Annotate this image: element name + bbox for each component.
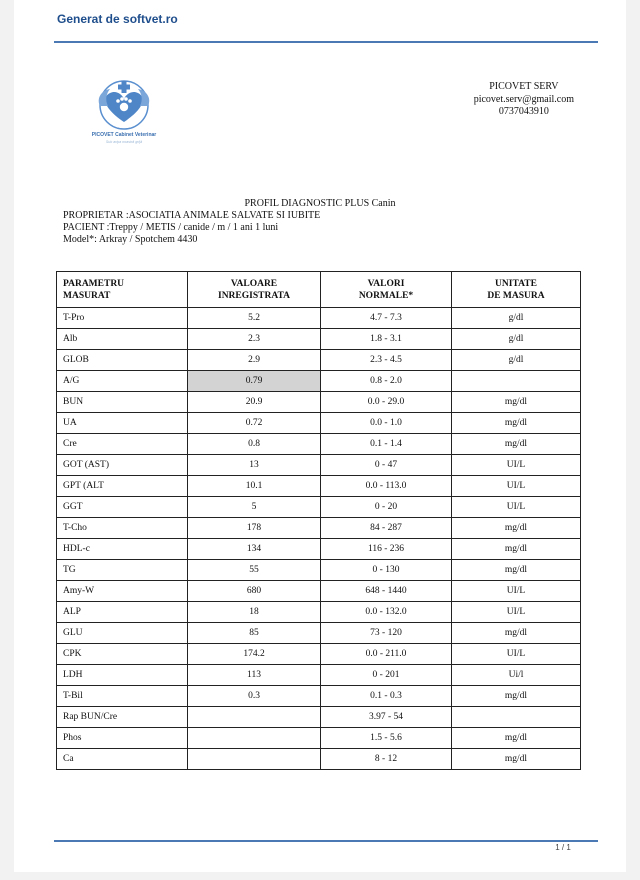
header-parameter: PARAMETRU MASURAT xyxy=(57,272,188,308)
value-cell: 5 xyxy=(188,497,321,518)
table-row xyxy=(57,707,581,728)
parameter-cell: LDH xyxy=(57,665,188,686)
table-row xyxy=(57,329,581,350)
parameter-cell: Phos xyxy=(57,728,188,749)
patient-info xyxy=(63,210,320,246)
clinic-email[interactable]: picovet.serv@gmail.com xyxy=(473,93,574,105)
normal-range-cell: 8 - 12 xyxy=(321,749,452,770)
normal-range-cell: 1.5 - 5.6 xyxy=(321,728,452,749)
normal-range-cell: 0.0 - 211.0 xyxy=(321,644,452,665)
value-cell: 85 xyxy=(188,623,321,644)
model-line: Model*: Arkray / Spotchem 4430 xyxy=(63,234,198,245)
parameter-cell: UA xyxy=(57,413,188,434)
unit-cell: mg/dl xyxy=(452,518,581,539)
parameter-cell: GLOB xyxy=(57,350,188,371)
table-row xyxy=(57,560,581,581)
header-normal-range: VALORI NORMALE* xyxy=(321,272,452,308)
parameter-cell: Cre xyxy=(57,434,188,455)
value-cell: 10.1 xyxy=(188,476,321,497)
table-row xyxy=(57,623,581,644)
value-cell: 680 xyxy=(188,581,321,602)
parameter-cell: Amy-W xyxy=(57,581,188,602)
parameter-cell: CPK xyxy=(57,644,188,665)
normal-range-cell: 116 - 236 xyxy=(321,539,452,560)
unit-cell: Ui/l xyxy=(452,665,581,686)
table-row xyxy=(57,455,581,476)
normal-range-cell: 0.0 - 1.0 xyxy=(321,413,452,434)
value-cell: 134 xyxy=(188,539,321,560)
table-row xyxy=(57,728,581,749)
logo-title: PICOVET Cabinet Veterinar xyxy=(91,132,157,138)
normal-range-cell: 0.0 - 29.0 xyxy=(321,392,452,413)
parameter-cell: T-Cho xyxy=(57,518,188,539)
normal-range-cell: 0 - 201 xyxy=(321,665,452,686)
parameter-cell: Rap BUN/Cre xyxy=(57,707,188,728)
unit-cell xyxy=(452,707,581,728)
normal-range-cell: 0.0 - 113.0 xyxy=(321,476,452,497)
value-cell xyxy=(188,749,321,770)
table-row xyxy=(57,581,581,602)
value-cell: 0.3 xyxy=(188,686,321,707)
results-body xyxy=(57,308,581,770)
unit-cell: UI/L xyxy=(452,455,581,476)
table-row xyxy=(57,308,581,329)
unit-cell: UI/L xyxy=(452,497,581,518)
parameter-cell: HDL-c xyxy=(57,539,188,560)
parameter-cell: BUN xyxy=(57,392,188,413)
unit-cell: mg/dl xyxy=(452,392,581,413)
unit-cell: UI/L xyxy=(452,476,581,497)
header-value: VALOARE INREGISTRATA xyxy=(188,272,321,308)
normal-range-cell: 0 - 20 xyxy=(321,497,452,518)
value-cell xyxy=(188,707,321,728)
table-row xyxy=(57,539,581,560)
header-divider xyxy=(54,41,598,43)
normal-range-cell: 2.3 - 4.5 xyxy=(321,350,452,371)
unit-cell: UI/L xyxy=(452,581,581,602)
clinic-phone[interactable]: 0737043910 xyxy=(498,106,549,117)
unit-cell: g/dl xyxy=(452,350,581,371)
clinic-contact xyxy=(474,81,574,119)
clinic-name: PICOVET SERV xyxy=(489,81,559,92)
normal-range-cell: 0.1 - 0.3 xyxy=(321,686,452,707)
table-row xyxy=(57,413,581,434)
table-row xyxy=(57,602,581,623)
parameter-cell: Ca xyxy=(57,749,188,770)
unit-cell: g/dl xyxy=(452,329,581,350)
patient-line: PACIENT :Treppy / METIS / canide / m / 1 ani 1 luni xyxy=(63,222,279,233)
header-unit: UNITATE DE MASURA xyxy=(452,272,581,308)
value-cell: 13 xyxy=(188,455,321,476)
parameter-cell: ALP xyxy=(57,602,188,623)
value-cell: 18 xyxy=(188,602,321,623)
results-table xyxy=(56,271,581,770)
page-number: 1 / 1 xyxy=(555,843,571,852)
normal-range-cell: 0.1 - 1.4 xyxy=(321,434,452,455)
table-row xyxy=(57,497,581,518)
normal-range-cell: 1.8 - 3.1 xyxy=(321,329,452,350)
normal-range-cell: 3.97 - 54 xyxy=(321,707,452,728)
table-header-row xyxy=(57,272,581,308)
value-cell: 174.2 xyxy=(188,644,321,665)
value-cell: 2.3 xyxy=(188,329,321,350)
unit-cell: mg/dl xyxy=(452,686,581,707)
table-row xyxy=(57,350,581,371)
normal-range-cell: 0.8 - 2.0 xyxy=(321,371,452,392)
clinic-logo xyxy=(66,76,182,166)
parameter-cell: A/G xyxy=(57,371,188,392)
normal-range-cell: 648 - 1440 xyxy=(321,581,452,602)
owner-line: PROPRIETAR :ASOCIATIA ANIMALE SALVATE SI IUBITE xyxy=(63,210,321,221)
parameter-cell: GGT xyxy=(57,497,188,518)
generator-brand[interactable]: Generat de softvet.ro xyxy=(57,12,178,26)
value-cell: 0.72 xyxy=(188,413,321,434)
value-cell: 0.8 xyxy=(188,434,321,455)
unit-cell xyxy=(452,371,581,392)
normal-range-cell: 73 - 120 xyxy=(321,623,452,644)
normal-range-cell: 0 - 47 xyxy=(321,455,452,476)
value-cell: 5.2 xyxy=(188,308,321,329)
normal-range-cell: 0.0 - 132.0 xyxy=(321,602,452,623)
unit-cell: UI/L xyxy=(452,644,581,665)
value-cell: 0.79 xyxy=(188,371,321,392)
value-cell: 178 xyxy=(188,518,321,539)
value-cell xyxy=(188,728,321,749)
unit-cell: mg/dl xyxy=(452,623,581,644)
unit-cell: mg/dl xyxy=(452,539,581,560)
parameter-cell: GPT (ALT xyxy=(57,476,188,497)
report-title: PROFIL DIAGNOSTIC PLUS Canin xyxy=(244,198,396,209)
value-cell: 2.9 xyxy=(188,350,321,371)
table-row xyxy=(57,644,581,665)
unit-cell: mg/dl xyxy=(452,413,581,434)
table-row xyxy=(57,392,581,413)
unit-cell: mg/dl xyxy=(452,560,581,581)
table-row xyxy=(57,371,581,392)
logo-subtitle: Sub aripa noastră grijă xyxy=(105,140,143,144)
table-row xyxy=(57,686,581,707)
unit-cell: mg/dl xyxy=(452,749,581,770)
table-row xyxy=(57,518,581,539)
value-cell: 20.9 xyxy=(188,392,321,413)
value-cell: 55 xyxy=(188,560,321,581)
table-row xyxy=(57,665,581,686)
parameter-cell: Alb xyxy=(57,329,188,350)
normal-range-cell: 4.7 - 7.3 xyxy=(321,308,452,329)
table-row xyxy=(57,476,581,497)
parameter-cell: GLU xyxy=(57,623,188,644)
parameter-cell: T-Bil xyxy=(57,686,188,707)
unit-cell: mg/dl xyxy=(452,434,581,455)
value-cell: 113 xyxy=(188,665,321,686)
unit-cell: g/dl xyxy=(452,308,581,329)
parameter-cell: TG xyxy=(57,560,188,581)
unit-cell: mg/dl xyxy=(452,728,581,749)
paw-heart-icon xyxy=(66,76,182,132)
parameter-cell: T-Pro xyxy=(57,308,188,329)
parameter-cell: GOT (AST) xyxy=(57,455,188,476)
normal-range-cell: 0 - 130 xyxy=(321,560,452,581)
table-row xyxy=(57,434,581,455)
normal-range-cell: 84 - 287 xyxy=(321,518,452,539)
unit-cell: UI/L xyxy=(452,602,581,623)
table-row xyxy=(57,749,581,770)
footer-divider xyxy=(54,840,598,842)
